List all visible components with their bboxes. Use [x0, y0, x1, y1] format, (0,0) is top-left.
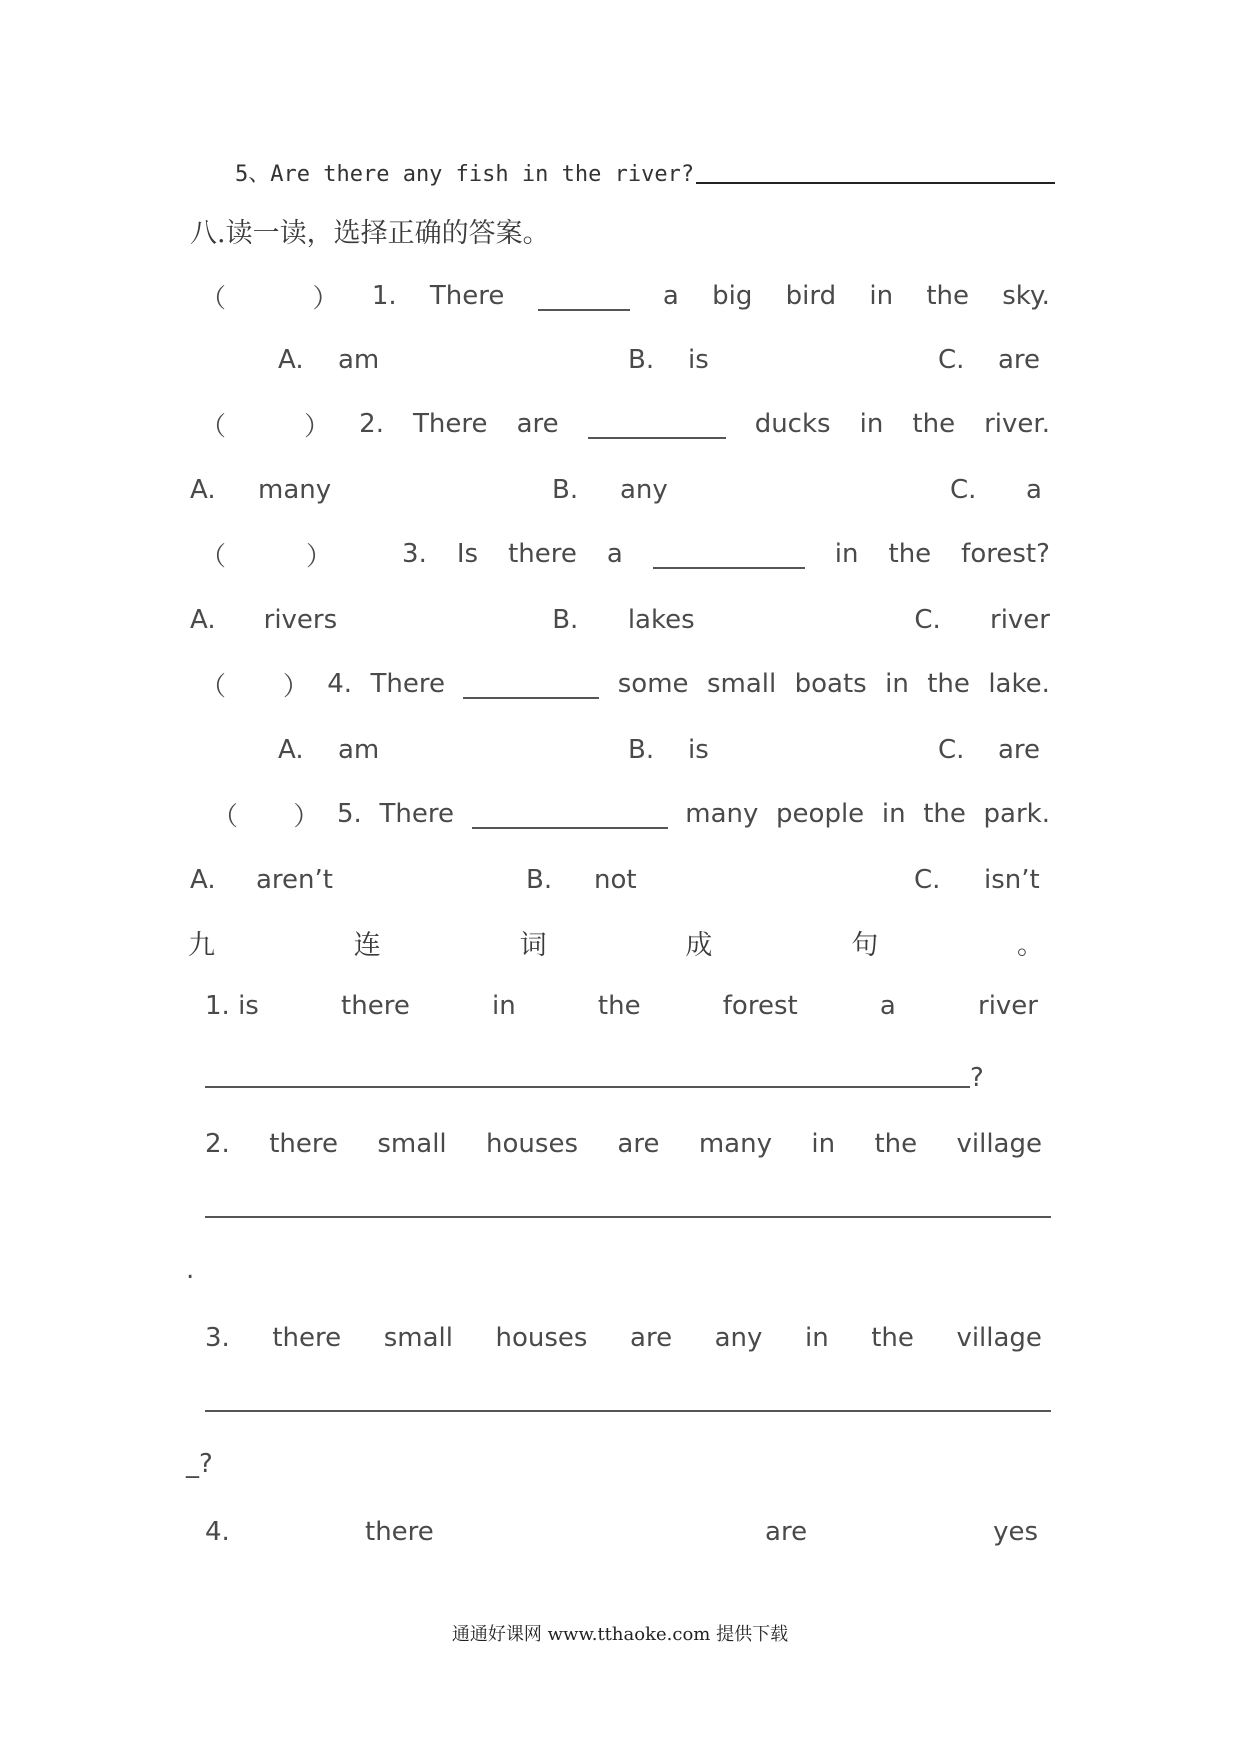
- s9-answer-line-1[interactable]: [205, 1086, 970, 1088]
- s9-item-1: 1. is there in the forest a river: [205, 991, 1038, 1021]
- answer-blank[interactable]: [472, 799, 668, 829]
- s9-item-3: 3. there small houses are any in the village: [205, 1323, 1042, 1353]
- answer-blank[interactable]: [653, 539, 805, 569]
- s9-end-2: .: [186, 1255, 195, 1285]
- q5-answer-blank[interactable]: [696, 160, 1055, 184]
- answer-blank[interactable]: [588, 409, 726, 439]
- section9-title: 九 连 词 成 句 。: [188, 929, 1044, 961]
- q5-text: 5、Are there any fish in the river?: [235, 161, 695, 187]
- section8-title: 八.读一读，选择正确的答案。: [190, 217, 550, 249]
- s9-end-3: _?: [186, 1449, 213, 1479]
- s8-question-4: （ ） 4. There some small boats in the lake.: [200, 669, 1050, 702]
- answer-blank[interactable]: [463, 669, 599, 699]
- s8-question-5: （ ） 5. There many people in the park.: [212, 799, 1050, 832]
- q5-line: [235, 152, 1055, 192]
- s8-options-4: A. am B. is C. are: [278, 735, 1041, 765]
- s8-question-1: （ ） 1. There a big bird in the sky.: [200, 281, 1050, 314]
- s8-options-3: A. rivers B. lakes C. river: [190, 605, 1050, 635]
- s9-answer-line-3[interactable]: [205, 1410, 1051, 1412]
- s8-options-5: A. aren’t B. not C. isn’t: [190, 865, 1040, 895]
- s8-options-2: A. many B. any C. a: [190, 475, 1042, 505]
- s9-item-2: 2. there small houses are many in the village: [205, 1129, 1042, 1159]
- s8-options-1: A. am B. is C. are: [278, 345, 1041, 375]
- s9-answer-line-2[interactable]: [205, 1216, 1051, 1218]
- s8-question-2: （ ） 2. There are ducks in the river.: [200, 409, 1050, 442]
- footer-credit: 通通好课网 www.tthaoke.com 提供下载: [451, 1624, 789, 1645]
- s9-item-4: 4. there are yes: [205, 1517, 1038, 1547]
- s8-question-3: （ ） 3. Is there a in the forest?: [200, 539, 1050, 572]
- answer-blank[interactable]: [538, 281, 630, 311]
- s9-end-1: ?: [970, 1063, 984, 1093]
